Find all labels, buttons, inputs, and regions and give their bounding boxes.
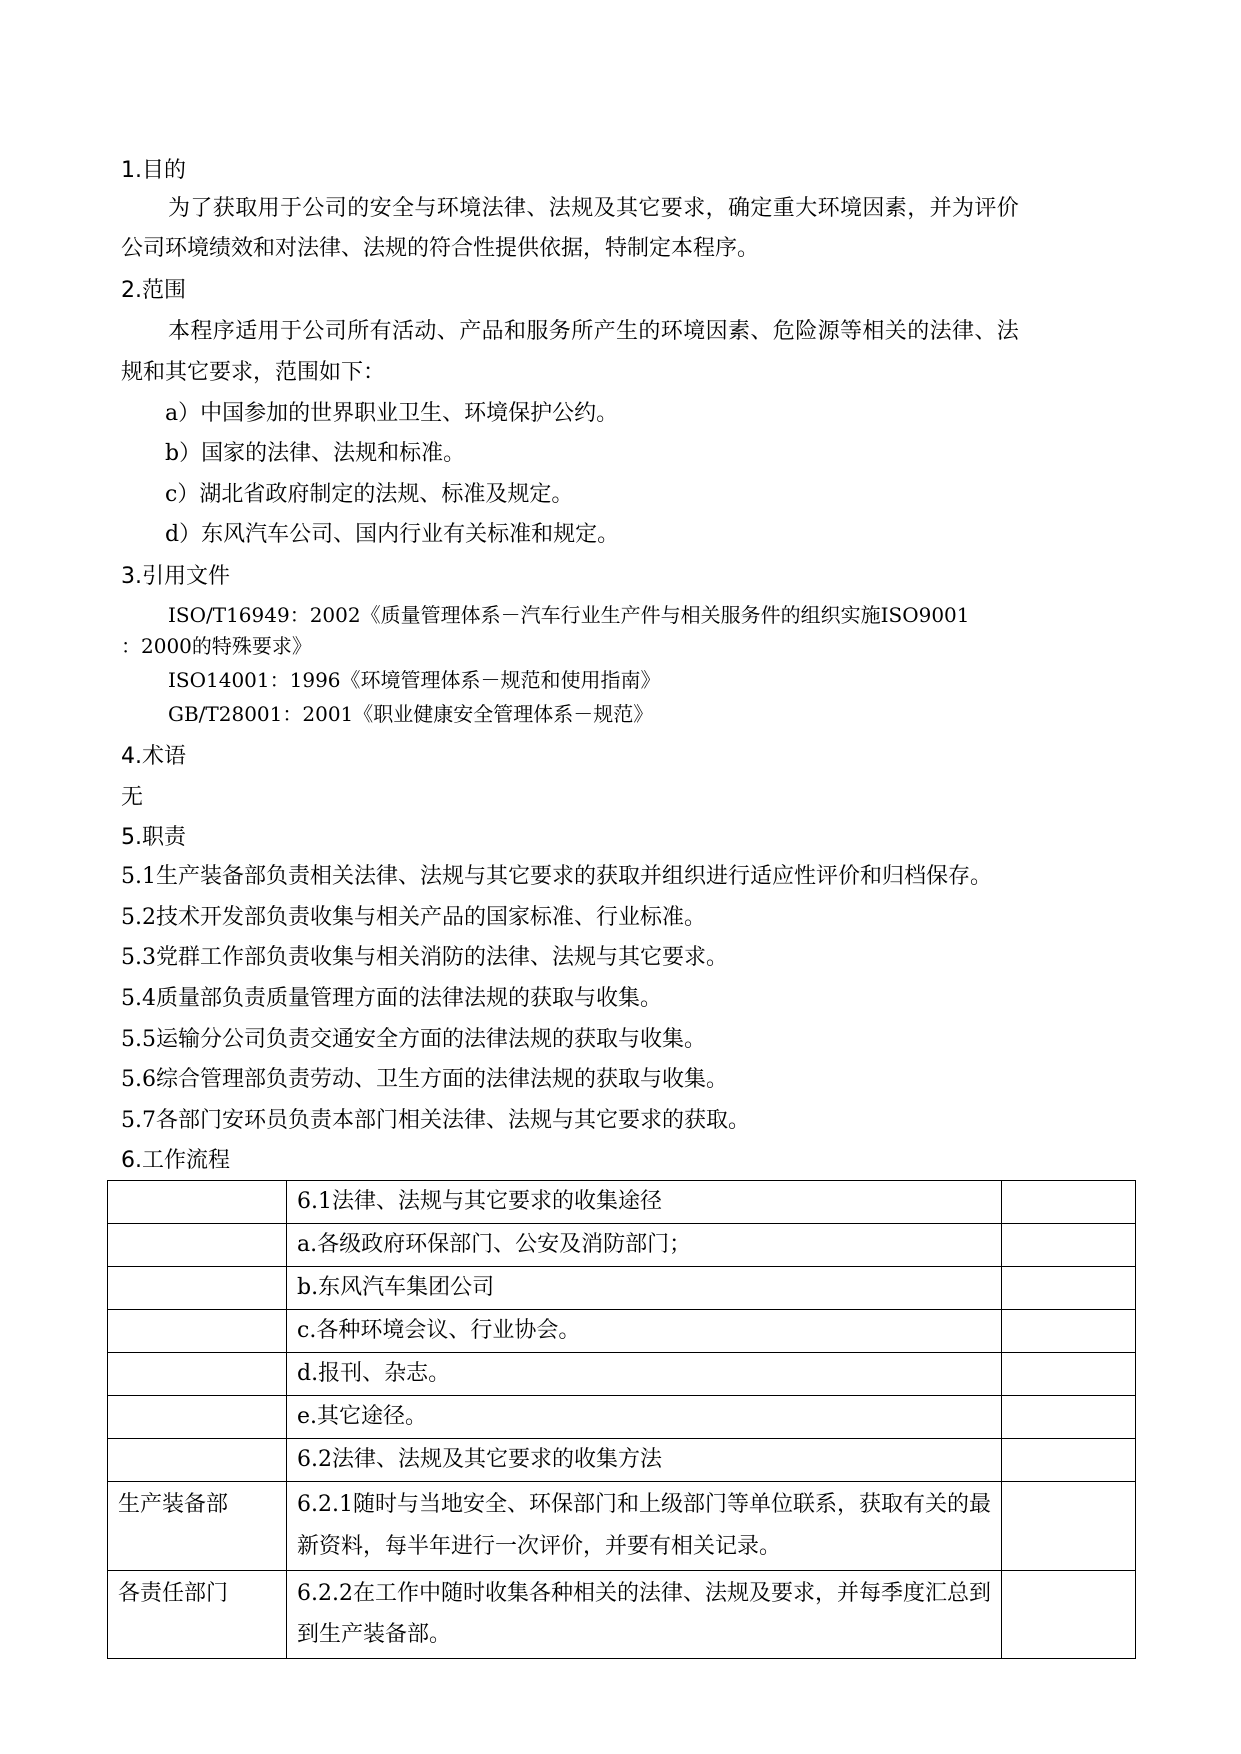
content-cell: c.各种环境会议、行业协会。 <box>287 1310 1002 1353</box>
reference-line-4: GB/T28001：2001《职业健康安全管理体系－规范》 <box>168 702 654 726</box>
dept-cell <box>108 1267 287 1310</box>
responsibility-item-7: 5.7各部门安环员负责本部门相关法律、法规与其它要求的获取。 <box>121 1108 750 1133</box>
scope-item-a: a）中国参加的世界职业卫生、环境保护公约。 <box>165 401 619 426</box>
note-cell <box>1002 1482 1136 1571</box>
note-cell <box>1002 1267 1136 1310</box>
responsibility-item-6: 5.6综合管理部负责劳动、卫生方面的法律法规的获取与收集。 <box>121 1067 728 1092</box>
note-cell <box>1002 1570 1136 1659</box>
table-row <box>108 1570 1136 1659</box>
scope-item-b: b）国家的法律、法规和标准。 <box>165 441 466 466</box>
table-row <box>108 1482 1136 1571</box>
responsibility-item-5: 5.5运输分公司负责交通安全方面的法律法规的获取与收集。 <box>121 1027 706 1052</box>
section-heading-terms: 4.术语 <box>121 744 186 769</box>
dept-cell <box>108 1396 287 1439</box>
dept-cell <box>108 1310 287 1353</box>
note-cell <box>1002 1181 1136 1224</box>
section-heading-references: 3.引用文件 <box>121 564 230 589</box>
table-row <box>108 1310 1136 1353</box>
responsibility-item-3: 5.3党群工作部负责收集与相关消防的法律、法规与其它要求。 <box>121 945 728 970</box>
responsibility-item-1: 5.1生产装备部负责相关法律、法规与其它要求的获取并组织进行适应性评价和归档保存。 <box>121 864 992 889</box>
table-row <box>108 1353 1136 1396</box>
workflow-table <box>107 1180 1136 1659</box>
note-cell <box>1002 1439 1136 1482</box>
purpose-line-1: 为了获取用于公司的安全与环境法律、法规及其它要求，确定重大环境因素，并为评价 <box>168 196 1020 221</box>
scope-item-d: d）东风汽车公司、国内行业有关标准和规定。 <box>165 522 620 547</box>
dept-cell: 各责任部门 <box>108 1570 287 1659</box>
table-row <box>108 1396 1136 1439</box>
scope-line-2: 规和其它要求，范围如下： <box>121 360 386 385</box>
reference-line-2: ：2000的特殊要求》 <box>121 634 312 658</box>
content-cell: e.其它途径。 <box>287 1396 1002 1439</box>
reference-line-3: ISO14001：1996《环境管理体系－规范和使用指南》 <box>168 668 661 692</box>
content-cell: 6.2.1随时与当地安全、环保部门和上级部门等单位联系，获取有关的最新资料，每半年进行一次评价，并要有相关记录。 <box>287 1482 1002 1571</box>
content-cell: 6.1法律、法规与其它要求的收集途径 <box>287 1181 1002 1224</box>
section-heading-responsibilities: 5.职责 <box>121 825 186 850</box>
responsibility-item-2: 5.2技术开发部负责收集与相关产品的国家标准、行业标准。 <box>121 905 706 930</box>
table-row <box>108 1267 1136 1310</box>
note-cell <box>1002 1224 1136 1267</box>
dept-cell <box>108 1224 287 1267</box>
content-cell: d.报刊、杂志。 <box>287 1353 1002 1396</box>
scope-item-c: c）湖北省政府制定的法规、标准及规定。 <box>165 482 574 507</box>
scope-line-1: 本程序适用于公司所有活动、产品和服务所产生的环境因素、危险源等相关的法律、法 <box>168 319 1020 344</box>
note-cell <box>1002 1396 1136 1439</box>
section-heading-workflow: 6.工作流程 <box>121 1148 230 1173</box>
dept-cell <box>108 1439 287 1482</box>
section-heading-scope: 2.范围 <box>121 278 186 303</box>
content-cell: 6.2法律、法规及其它要求的收集方法 <box>287 1439 1002 1482</box>
content-cell: b.东风汽车集团公司 <box>287 1267 1002 1310</box>
table-row <box>108 1224 1136 1267</box>
purpose-line-2: 公司环境绩效和对法律、法规的符合性提供依据，特制定本程序。 <box>121 236 760 261</box>
responsibility-item-4: 5.4质量部负责质量管理方面的法律法规的获取与收集。 <box>121 986 662 1011</box>
reference-line-1: ISO/T16949：2002《质量管理体系－汽车行业生产件与相关服务件的组织实施ISO9001 <box>168 603 970 627</box>
dept-cell: 生产装备部 <box>108 1482 287 1571</box>
table-row <box>108 1439 1136 1482</box>
dept-cell <box>108 1353 287 1396</box>
dept-cell <box>108 1181 287 1224</box>
note-cell <box>1002 1353 1136 1396</box>
note-cell <box>1002 1310 1136 1353</box>
section-heading-purpose: 1.目的 <box>121 158 186 183</box>
content-cell: a.各级政府环保部门、公安及消防部门； <box>287 1224 1002 1267</box>
table-row <box>108 1181 1136 1224</box>
terms-body: 无 <box>121 785 144 810</box>
content-cell: 6.2.2在工作中随时收集各种相关的法律、法规及要求，并每季度汇总到到生产装备部。 <box>287 1570 1002 1659</box>
